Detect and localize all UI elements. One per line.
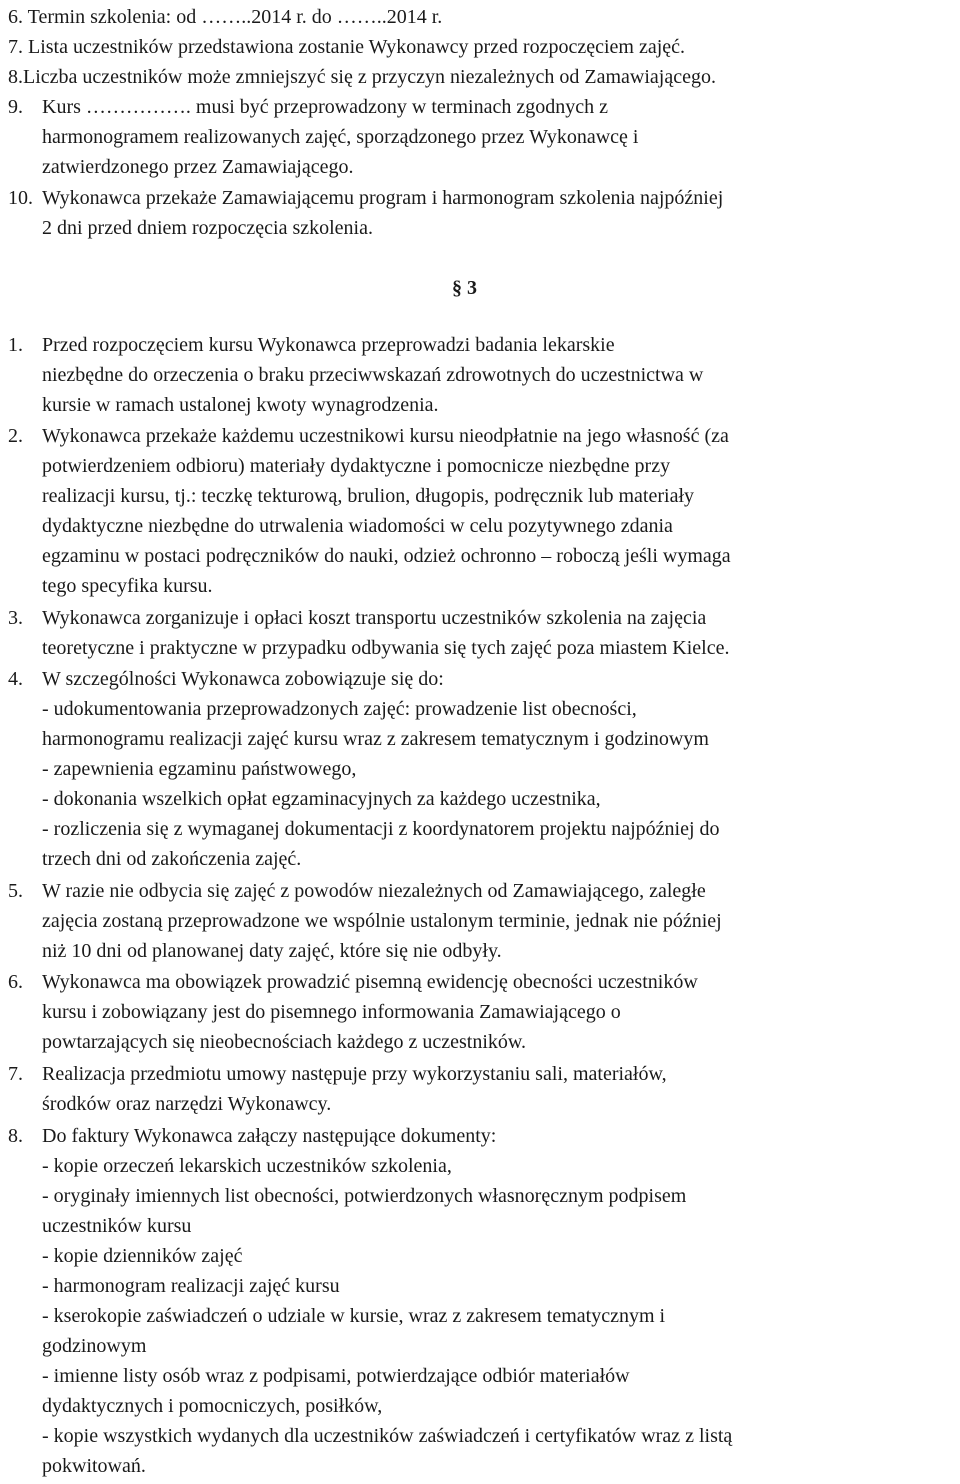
p8-line6: - harmonogram realizacji zajęć kursu [42, 1275, 340, 1297]
p4-line1: W szczególności Wykonawca zobowiązuje się do: [42, 668, 444, 690]
p1-line3: kursie w ramach ustalonej kwoty wynagrodzenia. [42, 394, 439, 416]
p6-line2: kursu i zobowiązany jest do pisemnego informowania Zamawiającego o [42, 1001, 621, 1023]
p8-line9: - imienne listy osób wraz z podpisami, potwierdzające odbiór materiałów [42, 1365, 630, 1387]
p5-line3: niż 10 dni od planowanej daty zajęć, które się nie odbyły. [42, 940, 502, 962]
p8-line7: - kserokopie zaświadczeń o udziale w kursie, wraz z zakresem tematycznym i [42, 1305, 666, 1327]
p4-number: 4. [8, 668, 23, 690]
section-heading: § 3 [452, 277, 477, 299]
item-10-line2: 2 dni przed dniem rozpoczęcia szkolenia. [42, 217, 373, 239]
p6-line1: Wykonawca ma obowiązek prowadzić pisemną ewidencję obecności uczestników [42, 971, 698, 993]
p4-line7: trzech dni od zakończenia zajęć. [42, 848, 302, 870]
item-6: 6. Termin szkolenia: od ……..2014 r. do ……..2014 r. [8, 6, 443, 28]
p5-line1: W razie nie odbycia się zajęć z powodów niezależnych od Zamawiającego, zaległe [42, 880, 706, 902]
p8-line5: - kopie dzienników zajęć [42, 1245, 243, 1267]
item-10-number: 10. [8, 187, 33, 209]
p4-line3: harmonogramu realizacji zajęć kursu wraz z zakresem tematycznym i godzinowym [42, 728, 709, 750]
p2-line1: Wykonawca przekaże każdemu uczestnikowi kursu nieodpłatnie na jego własność (za [42, 425, 729, 447]
p8-line8: godzinowym [42, 1335, 147, 1357]
p8-line4: uczestników kursu [42, 1215, 192, 1237]
p3-line1: Wykonawca zorganizuje i opłaci koszt transportu uczestników szkolenia na zajęcia [42, 607, 707, 629]
p2-line4: dydaktyczne niezbędne do utrwalenia wiadomości w celu pozytywnego zdania [42, 515, 673, 537]
p4-line2: - udokumentowania przeprowadzonych zajęć: prowadzenie list obecności, [42, 698, 637, 720]
p5-line2: zajęcia zostaną przeprowadzone we wspólnie ustalonym terminie, jednak nie później [42, 910, 722, 932]
item-9-line3: zatwierdzonego przez Zamawiającego. [42, 156, 354, 178]
p2-line2: potwierdzeniem odbioru) materiały dydaktyczne i pomocnicze niezbędne przy [42, 455, 671, 477]
p2-line5: egzaminu w postaci podręczników do nauki, odzież ochronno – roboczą jeśli wymaga [42, 545, 731, 567]
p1-line1: Przed rozpoczęciem kursu Wykonawca przeprowadzi badania lekarskie [42, 334, 615, 356]
p7-line1: Realizacja przedmiotu umowy następuje przy wykorzystaniu sali, materiałów, [42, 1063, 667, 1085]
p8-line3: - oryginały imiennych list obecności, potwierdzonych własnoręcznym podpisem [42, 1185, 687, 1207]
p8-line11: - kopie wszystkich wydanych dla uczestników zaświadczeń i certyfikatów wraz z listą [42, 1425, 733, 1447]
p4-line5: - dokonania wszelkich opłat egzaminacyjnych za każdego uczestnika, [42, 788, 601, 810]
p2-number: 2. [8, 425, 23, 447]
p1-number: 1. [8, 334, 23, 356]
p8-number: 8. [8, 1125, 23, 1147]
p4-line4: - zapewnienia egzaminu państwowego, [42, 758, 357, 780]
p4-line6: - rozliczenia się z wymaganej dokumentacji z koordynatorem projektu najpóźniej do [42, 818, 720, 840]
p5-number: 5. [8, 880, 23, 902]
p8-line12: pokwitowań. [42, 1455, 146, 1477]
item-8: 8.Liczba uczestników może zmniejszyć się z przyczyn niezależnych od Zamawiającego. [8, 66, 716, 88]
p6-number: 6. [8, 971, 23, 993]
p2-line3: realizacji kursu, tj.: teczkę tekturową, brulion, długopis, podręcznik lub materiały [42, 485, 695, 507]
p8-line1: Do faktury Wykonawca załączy następujące dokumenty: [42, 1125, 497, 1147]
item-9-line1: Kurs ……………. musi być przeprowadzony w terminach zgodnych z [42, 96, 608, 118]
p3-line2: teoretyczne i praktyczne w przypadku odbywania się tych zajęć poza miastem Kielce. [42, 637, 730, 659]
item-7: 7. Lista uczestników przedstawiona zostanie Wykonawcy przed rozpoczęciem zajęć. [8, 36, 686, 58]
item-10-line1: Wykonawca przekaże Zamawiającemu program i harmonogram szkolenia najpóźniej [42, 187, 724, 209]
item-9-number: 9. [8, 96, 23, 118]
p7-number: 7. [8, 1063, 23, 1085]
p1-line2: niezbędne do orzeczenia o braku przeciwwskazań zdrowotnych do uczestnictwa w [42, 364, 704, 386]
p7-line2: środków oraz narzędzi Wykonawcy. [42, 1093, 332, 1115]
p6-line3: powtarzających się nieobecnościach każdego z uczestników. [42, 1031, 527, 1053]
item-9-line2: harmonogramem realizowanych zajęć, sporządzonego przez Wykonawcę i [42, 126, 639, 148]
p2-line6: tego specyfika kursu. [42, 575, 213, 597]
p8-line10: dydaktycznych i pomocniczych, posiłków, [42, 1395, 383, 1417]
p8-line2: - kopie orzeczeń lekarskich uczestników szkolenia, [42, 1155, 452, 1177]
p3-number: 3. [8, 607, 23, 629]
